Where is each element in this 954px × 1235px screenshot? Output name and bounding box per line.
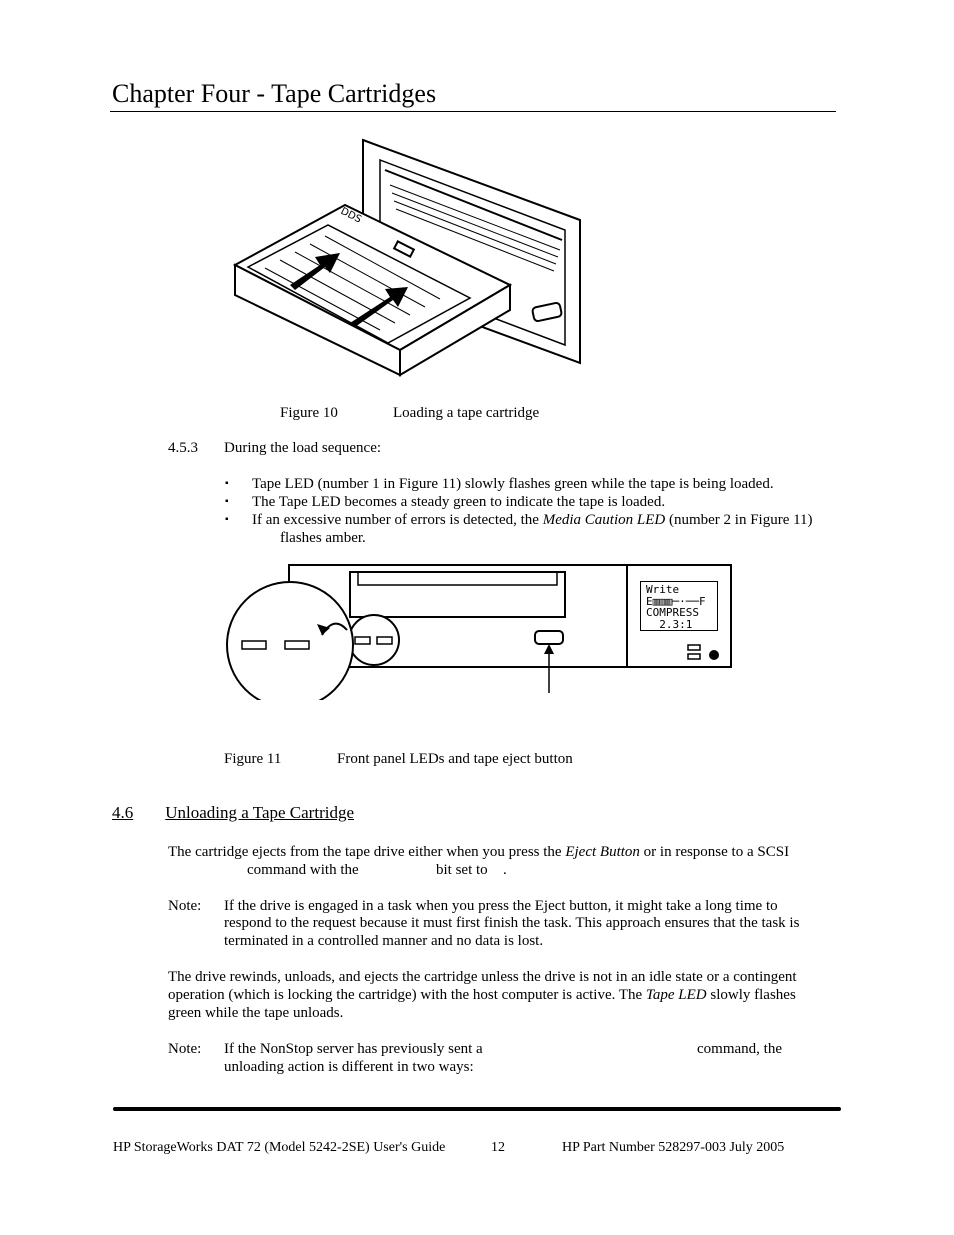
bullet-text: The Tape LED becomes a steady green to indicate the tape is loaded. [252,494,666,510]
svg-text:DDS: DDS [338,205,364,226]
tape-loading-illustration [220,135,590,387]
note-fragment: If the NonStop server has previously sent a [224,1041,483,1057]
paragraph-line: The drive rewinds, unloads, and ejects the cartridge unless the drive is not in an idle state or a contingent [168,969,797,985]
figure11-number: Figure 11 [224,751,282,767]
step-text: During the load sequence: [224,440,382,456]
footer-rule [113,1107,841,1111]
chapter-title: Chapter Four - Tape Cartridges [112,79,437,108]
note-label: Note: [168,1041,202,1057]
note-line: If the drive is engaged in a task when you press the Eject button, it might take a long time to [224,898,778,914]
note-line: unloading action is different in two ways: [224,1059,474,1075]
footer-part-number: HP Part Number 528297-003 July 2005 [562,1140,785,1155]
note-line: respond to the request because it must first finish the task. This approach ensures that the task is [224,915,800,931]
note-label: Note: [168,898,202,914]
bullet-mark: ▪ [225,496,229,507]
bullet-mark: ▪ [225,514,229,525]
figure10-number: Figure 10 [280,405,338,421]
paragraph-line: The cartridge ejects from the tape drive either when you press the Eject Button or in response to a SCSI [168,844,790,860]
lcd-line: 2.3:1 [646,617,693,631]
bullet-mark: ▪ [225,478,229,489]
footer-guide-title: HP StorageWorks DAT 72 (Model 5242-2SE) User's Guide [113,1140,446,1155]
section-heading: 4.6 Unloading a Tape Cartridge [112,803,354,822]
paragraph-fragment: command with the [247,862,359,878]
footer-page-number: 12 [491,1140,505,1155]
paragraph-line: green while the tape unloads. [168,1005,344,1021]
bullet-text: Tape LED (number 1 in Figure 11) slowly flashes green while the tape is being loaded. [252,476,774,492]
figure10-caption: Loading a tape cartridge [393,405,540,421]
note-line: terminated in a controlled manner and no data is lost. [224,933,544,949]
paragraph-fragment: bit set to [436,862,488,878]
title-rule [110,111,836,112]
paragraph-line: operation (which is locking the cartridge) with the host computer is active. The Tape LED slowly flashes [168,987,796,1003]
lcd-line: Write [646,583,680,596]
paragraph-fragment: . [503,862,507,878]
bullet-text: If an excessive number of errors is detected, the Media Caution LED (number 2 in Figure 11) [252,512,813,528]
step-number: 4.5.3 [168,440,198,456]
lcd-display [640,581,718,631]
lcd-line: E▥▥▥─·──F [646,594,706,608]
bullet-continuation: flashes amber. [280,530,366,546]
note-fragment: command, the [697,1041,782,1057]
lcd-line: COMPRESS [646,606,699,619]
figure11-caption: Front panel LEDs and tape eject button [337,751,573,767]
